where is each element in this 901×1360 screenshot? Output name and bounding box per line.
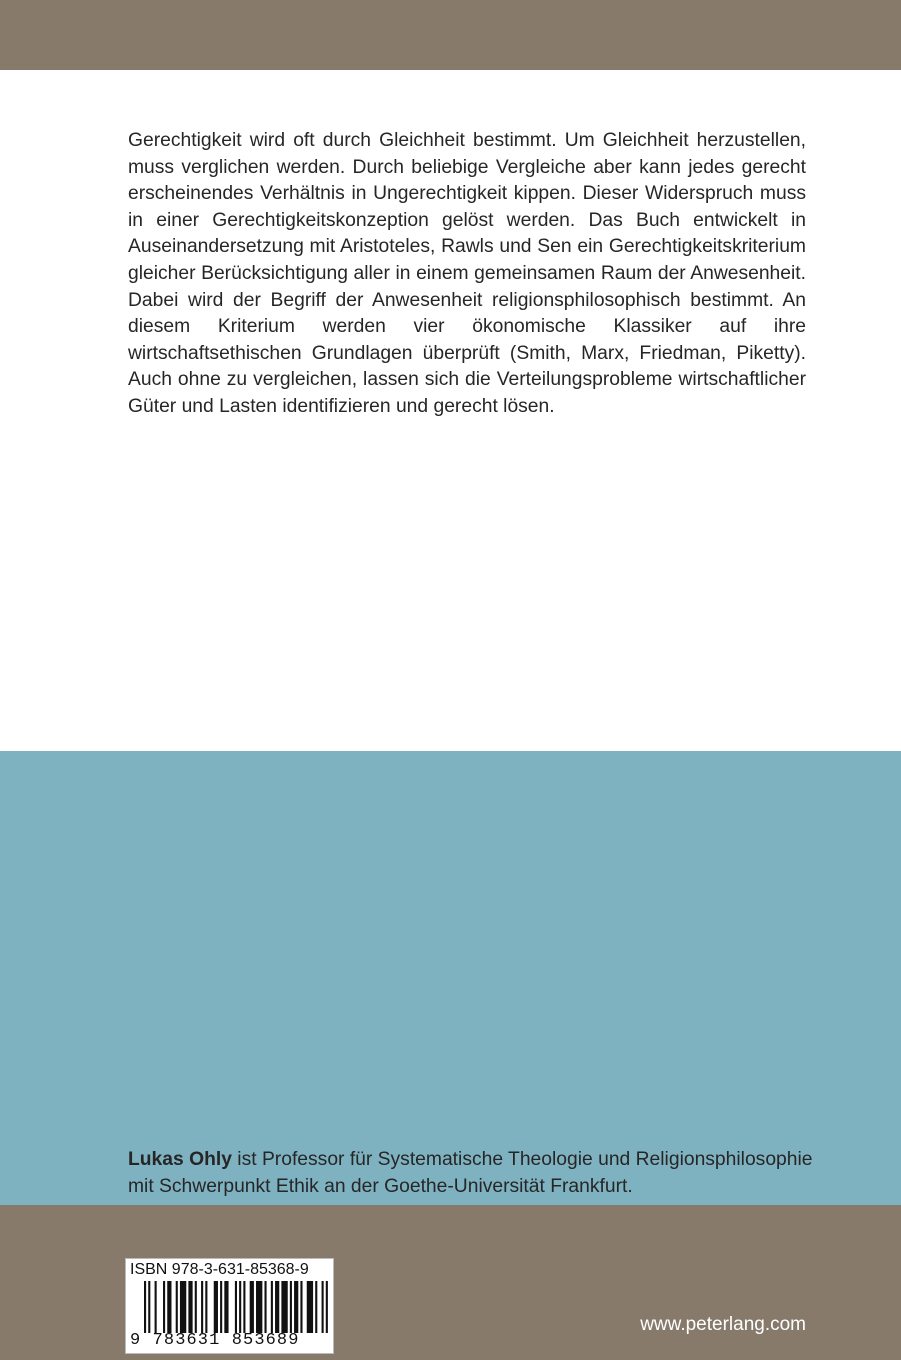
top-color-band [0,0,901,70]
barcode-bar [235,1281,237,1333]
barcode-bar [205,1281,207,1333]
barcode-bar [239,1281,241,1333]
barcode-bar [180,1281,186,1333]
barcode-bar [300,1281,302,1333]
author-bio [128,1147,828,1200]
barcode-bar [188,1281,192,1333]
publisher-url[interactable]: www.peterlang.com [640,1314,806,1335]
barcode-bar [275,1281,279,1333]
barcode-bars [144,1281,330,1333]
barcode-bar [144,1281,146,1333]
barcode-bar [224,1281,228,1333]
barcode-bar [294,1281,298,1333]
isbn-label: ISBN 978-3-631-85368-9 [130,1261,309,1278]
barcode-bar [163,1281,165,1333]
barcode-bar [155,1281,157,1333]
barcode-bar [264,1281,266,1333]
author-bio-text: ist Professor für Systematische Theologie und Religionsphilosophie mit Schwerpunkt Ethik an der Goethe-Universität Frankfurt. [128,1149,813,1197]
barcode-bar [214,1281,218,1333]
barcode-bar [271,1281,273,1333]
barcode-bar [290,1281,292,1333]
barcode-bar [322,1281,324,1333]
barcode-bar [281,1281,287,1333]
author-name: Lukas Ohly [128,1149,232,1170]
barcode-bar [256,1281,262,1333]
barcode-bar [148,1281,150,1333]
barcode-bar [195,1281,197,1333]
barcode-bar [326,1281,328,1333]
barcode-bar [220,1281,222,1333]
barcode-bar [176,1281,178,1333]
barcode-bar [315,1281,317,1333]
blurb-text: Gerechtigkeit wird oft durch Gleichheit bestimmt. Um Gleichheit herzustellen, muss verglichen werden. Durch beliebige Vergleiche aber kann jedes gerecht erscheinendes Verhältnis in Ungerechtigkeit kippen. Dieser Widerspruch muss in einer Gerechtigkeitskonzeption gelöst werden. Das Buch entwickelt in Auseinandersetzung mit Aristoteles, Rawls und Sen ein Gerechtigkeitskriterium gleicher Berücksichtigung aller in einem gemeinsamen Raum der Anwesenheit. Dabei wird der Begriff der Anwesenheit religionsphilosophisch bestimmt. An diesem Kriterium werden vier ökonomische Klassiker auf ihre wirtschaftsethischen Grundlagen überprüft (Smith, Marx, Friedman, Piketty). Auch ohne zu vergleichen, lassen sich die Verteilungsprobleme wirtschaftlicher Güter und Lasten identifizieren und gerecht lösen. [128,130,806,417]
barcode-bar [167,1281,171,1333]
author-color-band [0,751,901,1205]
barcode-bar [250,1281,254,1333]
barcode-digits: 9 783631 853689 [130,1331,300,1350]
barcode-bar [307,1281,313,1333]
isbn-barcode [125,1258,334,1354]
barcode-bar [201,1281,203,1333]
barcode-bar [243,1281,245,1333]
